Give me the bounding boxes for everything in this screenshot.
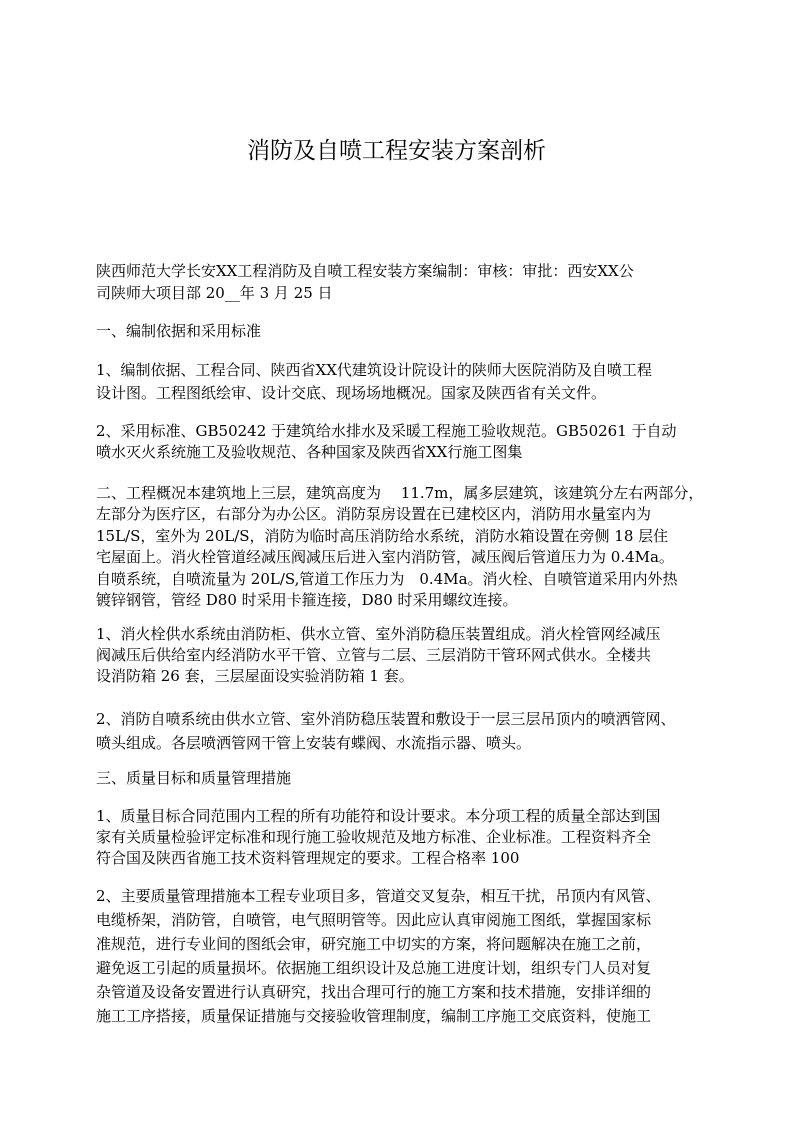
text-line: 设计图。工程图纸绘审、设计交底、现场场地概况。国家及陕西省有关文件。 xyxy=(96,384,607,402)
standards-paragraph xyxy=(96,421,706,463)
hydrant-paragraph xyxy=(96,624,706,687)
text-line: 阀减压后供给室内经消防水平干管、立管与二层、三层消防干管环网式供水。全楼共 xyxy=(96,646,652,664)
text-line: 2、采用标准、GB50242 于建筑给水排水及采暖工程施工验收规范。GB50261 于自动 xyxy=(96,422,677,440)
quality-goal-paragraph xyxy=(96,806,706,869)
text-line: 杂管道及设备安置进行认真研究，找出合理可行的施工方案和技术措施，安排详细的 xyxy=(96,983,652,1001)
text-line: 喷水灭火系统施工及验收规范、各种国家及陕西省XX行施工图集 xyxy=(96,443,523,461)
section-heading-1: 一、编制依据和采用标准 xyxy=(96,322,262,340)
text-line: 宅屋面上。消火栓管道经减压阀减压后进入室内消防管，减压阀后管道压力为 0.4Ma。 xyxy=(96,548,674,567)
quality-measures-paragraph xyxy=(96,884,706,1028)
section-heading-3: 三、质量目标和质量管理措施 xyxy=(96,769,292,787)
text-line: 施工工序搭接，质量保证措施与交接验收管理制度，编制工序施工交底资料，使施工 xyxy=(96,1007,652,1025)
text-line: 左部分为医疗区，右部分为办公区。消防泵房设置在已建校区内，消防用水量室内为 xyxy=(96,505,652,524)
document-title: 消防及自喷工程安装方案剖析 xyxy=(247,138,546,164)
text-line: 陕西师范大学长安XX工程消防及自喷工程安装方案编制：审核：审批：西安XX公 xyxy=(96,262,634,280)
text-line: 喷头组成。各层喷洒管网干管上安装有蝶阀、水流指示器、喷头。 xyxy=(96,734,532,752)
text-line: 15L/S，室外为 20L/S，消防为临时高压消防给水系统，消防水箱设置在旁侧 18 层住 xyxy=(96,526,669,545)
sprinkler-paragraph xyxy=(96,707,706,755)
text-line: 司陕师大项目部 20__年 3 月 25 日 xyxy=(96,284,333,302)
text-line: 1、消火栓供水系统由消防柜、供水立管、室外消防稳压装置组成。消火栓管网经减压 xyxy=(96,625,661,643)
text-line: 2、消防自喷系统由供水立管、室外消防稳压装置和敷设于一层三层吊顶内的喷洒管网、 xyxy=(96,710,676,728)
text-line: 准规范，进行专业间的图纸会审，研究施工中切实的方案，将问题解决在施工之前， xyxy=(96,935,652,953)
basis-paragraph xyxy=(96,359,706,405)
text-line: 设消防箱 26 套，三层屋面设实验消防箱 1 套。 xyxy=(96,667,414,685)
text-line: 二、工程概况本建筑地上三层，建筑高度为 11.7m，属多层建筑，该建筑分左右两部分， xyxy=(96,484,704,502)
text-line: 1、编制依据、工程合同、陕西省XX代建筑设计院设计的陕师大医院消防及自喷工程 xyxy=(96,361,652,379)
text-line: 家有关质量检验评定标准和现行施工验收规范及地方标准、企业标准。工程资料齐全 xyxy=(96,828,652,846)
overview-paragraph xyxy=(96,483,706,611)
text-line: 电缆桥架，消防管，自喷管，电气照明管等。因此应认真审阅施工图纸，掌握国家标 xyxy=(96,911,652,929)
text-line: 避免返工引起的质量损坏。依据施工组织设计及总施工进度计划，组织专门人员对复 xyxy=(96,959,652,977)
text-line: 2、主要质量管理措施本工程专业项目多，管道交叉复杂，相互干扰，吊顶内有风管、 xyxy=(96,887,661,905)
text-line: 符合国及陕西省施工技术资料管理规定的要求。工程合格率 100 xyxy=(96,849,520,867)
text-line: 自喷系统，自喷流量为 20L/S,管道工作压力为 0.4Ma。消火栓、自喷管道采用内外热 xyxy=(96,569,678,588)
text-line: 镀锌钢管，管经 D80 时采用卡箍连接，D80 时采用螺纹连接。 xyxy=(96,591,518,610)
text-line: 1、质量目标合同范围内工程的所有功能符和设计要求。本分项工程的质量全部达到国 xyxy=(96,807,661,825)
intro-paragraph xyxy=(96,260,706,304)
